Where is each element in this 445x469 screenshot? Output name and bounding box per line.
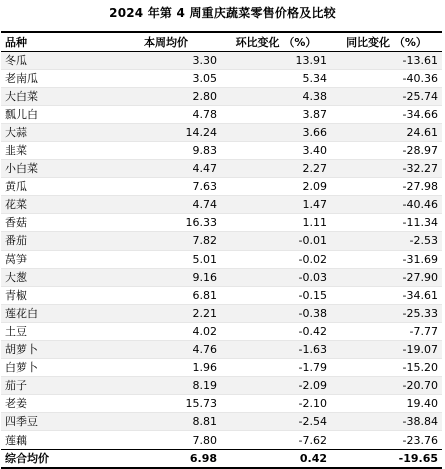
cell-variety: 韭菜 bbox=[1, 141, 111, 159]
table-row bbox=[1, 395, 442, 413]
cell-yoy-change: -34.61 bbox=[331, 286, 442, 304]
table-row bbox=[1, 178, 442, 196]
cell-yoy-change: -38.84 bbox=[331, 413, 442, 431]
cell-yoy-change: -40.36 bbox=[331, 69, 442, 87]
cell-mom-change: 5.34 bbox=[221, 69, 331, 87]
cell-mom-change: 3.40 bbox=[221, 141, 331, 159]
cell-avg-price: 8.81 bbox=[111, 413, 221, 431]
cell-yoy-change: -2.53 bbox=[331, 232, 442, 250]
cell-avg-price: 4.02 bbox=[111, 322, 221, 340]
cell-avg-price: 5.01 bbox=[111, 250, 221, 268]
cell-yoy-change: -20.70 bbox=[331, 377, 442, 395]
cell-yoy-change: -19.07 bbox=[331, 341, 442, 359]
cell-mom-change: -0.42 bbox=[221, 322, 331, 340]
table-row bbox=[1, 413, 442, 431]
cell-mom-change: 1.11 bbox=[221, 214, 331, 232]
cell-yoy-change: -40.46 bbox=[331, 196, 442, 214]
table-row bbox=[1, 322, 442, 340]
table-row bbox=[1, 304, 442, 322]
table-row bbox=[1, 359, 442, 377]
table-row bbox=[1, 123, 442, 141]
cell-mom-change: 2.09 bbox=[221, 178, 331, 196]
cell-yoy-change: -25.33 bbox=[331, 304, 442, 322]
cell-variety: 瓢儿白 bbox=[1, 105, 111, 123]
cell-variety: 花菜 bbox=[1, 196, 111, 214]
cell-mom-change: -0.15 bbox=[221, 286, 331, 304]
cell-variety: 土豆 bbox=[1, 322, 111, 340]
cell-yoy-change: -23.76 bbox=[331, 431, 442, 449]
summary-mom: 0.42 bbox=[221, 449, 331, 468]
table-row bbox=[1, 214, 442, 232]
cell-yoy-change: 19.40 bbox=[331, 395, 442, 413]
table-row bbox=[1, 69, 442, 87]
cell-mom-change: -0.01 bbox=[221, 232, 331, 250]
header-mom-change: 环比变化 （%） bbox=[221, 32, 331, 51]
cell-yoy-change: -15.20 bbox=[331, 359, 442, 377]
cell-avg-price: 7.82 bbox=[111, 232, 221, 250]
cell-avg-price: 2.80 bbox=[111, 87, 221, 105]
cell-yoy-change: -31.69 bbox=[331, 250, 442, 268]
table-row bbox=[1, 286, 442, 304]
cell-variety: 茄子 bbox=[1, 377, 111, 395]
cell-variety: 莲藕 bbox=[1, 431, 111, 449]
cell-mom-change: 4.38 bbox=[221, 87, 331, 105]
cell-avg-price: 2.21 bbox=[111, 304, 221, 322]
table-row bbox=[1, 377, 442, 395]
cell-variety: 莲花白 bbox=[1, 304, 111, 322]
cell-mom-change: 13.91 bbox=[221, 51, 331, 69]
cell-mom-change: -7.62 bbox=[221, 431, 331, 449]
header-variety: 品种 bbox=[1, 32, 111, 51]
cell-avg-price: 4.74 bbox=[111, 196, 221, 214]
table-row bbox=[1, 268, 442, 286]
cell-avg-price: 7.63 bbox=[111, 178, 221, 196]
cell-avg-price: 8.19 bbox=[111, 377, 221, 395]
cell-avg-price: 4.47 bbox=[111, 160, 221, 178]
table-row bbox=[1, 232, 442, 250]
cell-variety: 大蒜 bbox=[1, 123, 111, 141]
cell-mom-change: 2.27 bbox=[221, 160, 331, 178]
cell-variety: 莴笋 bbox=[1, 250, 111, 268]
cell-mom-change: -2.54 bbox=[221, 413, 331, 431]
cell-avg-price: 4.76 bbox=[111, 341, 221, 359]
summary-row bbox=[1, 449, 442, 468]
cell-yoy-change: -32.27 bbox=[331, 160, 442, 178]
cell-avg-price: 7.80 bbox=[111, 431, 221, 449]
cell-variety: 小白菜 bbox=[1, 160, 111, 178]
cell-variety: 胡萝卜 bbox=[1, 341, 111, 359]
cell-yoy-change: 24.61 bbox=[331, 123, 442, 141]
cell-mom-change: -0.03 bbox=[221, 268, 331, 286]
cell-mom-change: 1.47 bbox=[221, 196, 331, 214]
cell-avg-price: 16.33 bbox=[111, 214, 221, 232]
cell-yoy-change: -13.61 bbox=[331, 51, 442, 69]
header-row bbox=[1, 32, 442, 51]
cell-avg-price: 9.16 bbox=[111, 268, 221, 286]
cell-variety: 番茄 bbox=[1, 232, 111, 250]
cell-variety: 老姜 bbox=[1, 395, 111, 413]
cell-avg-price: 6.81 bbox=[111, 286, 221, 304]
table-row bbox=[1, 141, 442, 159]
table-row bbox=[1, 196, 442, 214]
cell-yoy-change: -11.34 bbox=[331, 214, 442, 232]
table-row bbox=[1, 341, 442, 359]
cell-variety: 四季豆 bbox=[1, 413, 111, 431]
cell-variety: 冬瓜 bbox=[1, 51, 111, 69]
cell-yoy-change: -7.77 bbox=[331, 322, 442, 340]
table-row bbox=[1, 105, 442, 123]
cell-mom-change: -0.38 bbox=[221, 304, 331, 322]
table-title: 2024 年第 4 周重庆蔬菜零售价格及比较 bbox=[109, 5, 336, 20]
cell-avg-price: 1.96 bbox=[111, 359, 221, 377]
cell-avg-price: 4.78 bbox=[111, 105, 221, 123]
cell-avg-price: 3.30 bbox=[111, 51, 221, 69]
cell-variety: 大白菜 bbox=[1, 87, 111, 105]
table-row bbox=[1, 250, 442, 268]
cell-yoy-change: -25.74 bbox=[331, 87, 442, 105]
cell-mom-change: -2.09 bbox=[221, 377, 331, 395]
cell-variety: 白萝卜 bbox=[1, 359, 111, 377]
table-row bbox=[1, 431, 442, 449]
cell-avg-price: 15.73 bbox=[111, 395, 221, 413]
summary-label: 综合均价 bbox=[1, 449, 111, 468]
table-body bbox=[1, 51, 442, 449]
cell-yoy-change: -27.98 bbox=[331, 178, 442, 196]
cell-variety: 老南瓜 bbox=[1, 69, 111, 87]
summary-yoy: -19.65 bbox=[331, 449, 442, 468]
cell-mom-change: -0.02 bbox=[221, 250, 331, 268]
cell-mom-change: 3.66 bbox=[221, 123, 331, 141]
table-row bbox=[1, 51, 442, 69]
cell-yoy-change: -28.97 bbox=[331, 141, 442, 159]
cell-yoy-change: -27.90 bbox=[331, 268, 442, 286]
cell-mom-change: 3.87 bbox=[221, 105, 331, 123]
summary-price: 6.98 bbox=[111, 449, 221, 468]
header-yoy-change: 同比变化 （%） bbox=[331, 32, 442, 51]
header-avg-price: 本周均价 bbox=[111, 32, 221, 51]
cell-variety: 黄瓜 bbox=[1, 178, 111, 196]
cell-avg-price: 3.05 bbox=[111, 69, 221, 87]
cell-yoy-change: -34.66 bbox=[331, 105, 442, 123]
cell-mom-change: -1.79 bbox=[221, 359, 331, 377]
cell-avg-price: 14.24 bbox=[111, 123, 221, 141]
cell-mom-change: -1.63 bbox=[221, 341, 331, 359]
cell-variety: 大葱 bbox=[1, 268, 111, 286]
cell-avg-price: 9.83 bbox=[111, 141, 221, 159]
cell-variety: 青椒 bbox=[1, 286, 111, 304]
table-row bbox=[1, 160, 442, 178]
cell-mom-change: -2.10 bbox=[221, 395, 331, 413]
table-row bbox=[1, 87, 442, 105]
cell-variety: 香菇 bbox=[1, 214, 111, 232]
price-table bbox=[1, 31, 442, 469]
